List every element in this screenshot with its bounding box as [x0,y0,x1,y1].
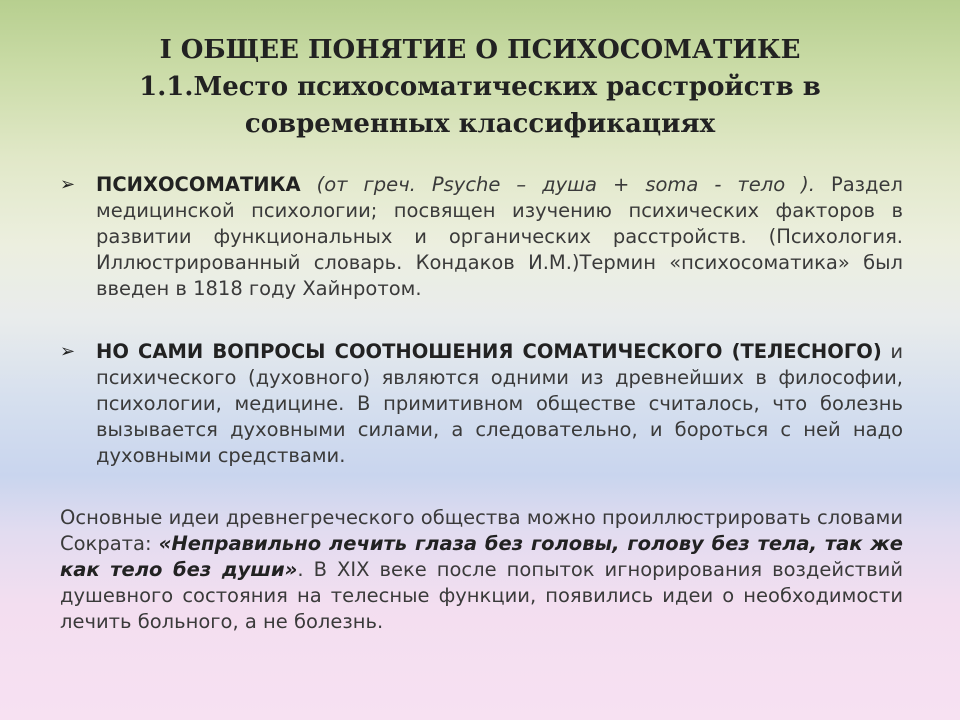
bullet-questions [60,339,903,469]
socrates-quote: «Неправильно лечить глаза без головы, голову без тела, так же как тело без души» [60,532,903,581]
title-line-3: современных классификациях [244,109,716,139]
title-line-1: I ОБЩЕЕ ПОНЯТИЕ О ПСИХОСОМАТИКЕ [159,35,801,65]
paragraph-socrates [60,505,903,635]
arrow-bullet-icon: ➢ [60,341,76,362]
bullet-lead: НО САМИ ВОПРОСЫ СООТНОШЕНИЯ СОМАТИЧЕСКОГО (ТЕЛЕСНОГО) [96,340,882,363]
title-line-2: 1.1.Место психосоматических расстройств в [139,72,821,102]
bullet-text [96,172,903,302]
bullet-text [96,339,903,469]
paragraph-intro: Основные идеи древнегреческого общества можно проиллюстрировать словами Сократа: [60,506,903,555]
bullet-psychosomatics [60,172,903,302]
paragraph-rest: . В XIX веке после попыток игнорирования воздействий душевного состояния на телесные функции, появились идеи о необходимости лечить больного, а не болезнь. [60,558,903,633]
bullet-body: и психического (духовного) являются одними из древнейших в философии, психологии, медицине. В примитивном обществе считалось, что болезнь вызывается духовными силами, а следовательно, и бороться с ней надо духовными средствами. [96,340,903,467]
arrow-bullet-icon: ➢ [60,174,76,195]
term-psychosomatics: ПСИХОСОМАТИКА [96,173,301,196]
definition-text: Раздел медицинской психологии; посвящен изучению психических факторов в развитии функциональных и органических расстройств. (Психология. Иллюстрированный словарь. Кондаков И.М.)Термин «психосоматика» был введен в 1818 году Хайнротом. [96,173,903,300]
slide-title [60,32,900,143]
etymology: (от греч. Psyche – душа + soma - тело ). [316,173,815,196]
